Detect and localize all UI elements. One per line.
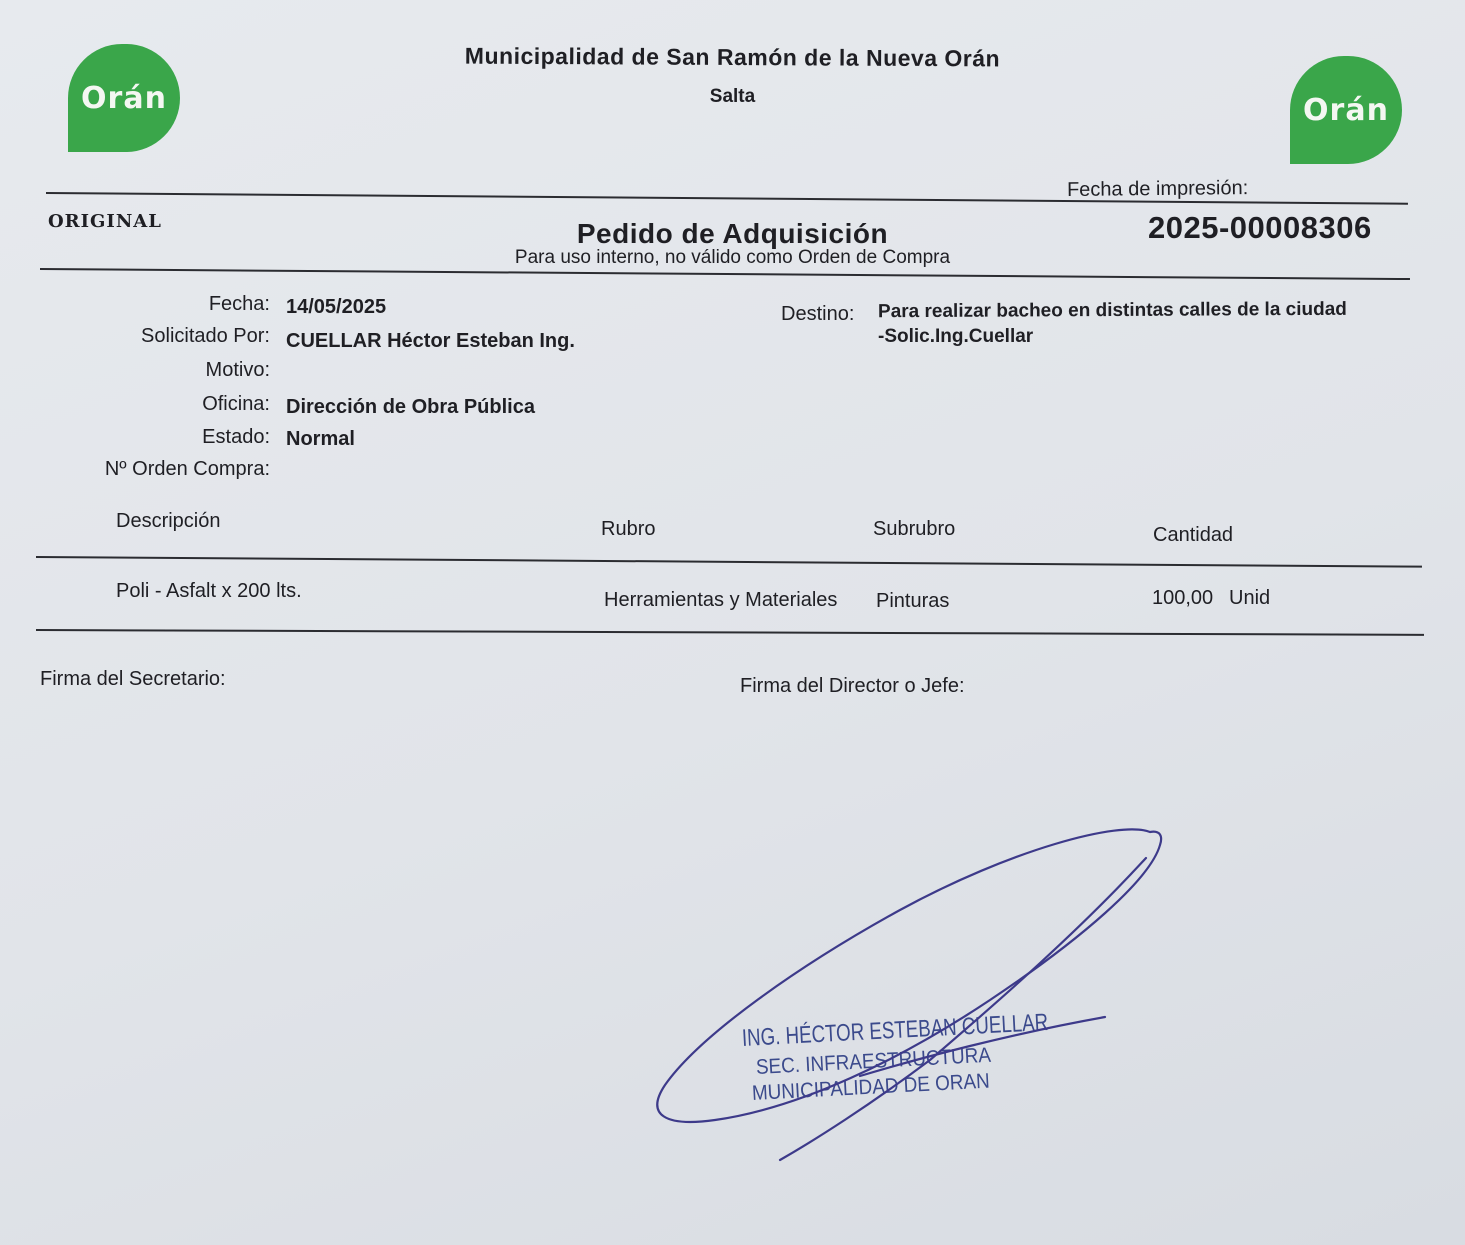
destino-label: Destino: bbox=[781, 303, 855, 325]
fecha-value: 14/05/2025 bbox=[286, 296, 387, 318]
column-header-descripcion: Descripción bbox=[116, 510, 221, 532]
solicitado-por-value: CUELLAR Héctor Esteban Ing. bbox=[286, 330, 575, 352]
cell-cantidad: 100,00 bbox=[1152, 587, 1214, 609]
fecha-label: Fecha: bbox=[208, 293, 270, 315]
stamp-position: SEC. INFRAESTRUCTURA bbox=[755, 1043, 992, 1079]
motivo-label: Motivo: bbox=[205, 359, 270, 381]
orden-compra-label: Nº Orden Compra: bbox=[104, 458, 270, 480]
estado-label: Estado: bbox=[202, 426, 270, 448]
secretario-signature-label: Firma del Secretario: bbox=[40, 668, 226, 690]
document-number: 2025-00008306 bbox=[1148, 210, 1372, 245]
destino-value-line2: -Solic.Ing.Cuellar bbox=[878, 326, 1034, 347]
solicitado-por-label: Solicitado Por: bbox=[141, 325, 270, 347]
column-header-subrubro: Subrubro bbox=[873, 518, 956, 540]
organization-province: Salta bbox=[709, 86, 756, 107]
cell-subrubro: Pinturas bbox=[876, 590, 950, 612]
print-date-label: Fecha de impresión: bbox=[1066, 177, 1249, 201]
copy-type-label: ORIGINAL bbox=[48, 211, 162, 232]
director-signature-label: Firma del Director o Jefe: bbox=[740, 675, 965, 697]
cell-descripcion: Poli - Asfalt x 200 lts. bbox=[116, 580, 302, 602]
logo-text: Orán bbox=[81, 80, 167, 116]
logo-text: Orán bbox=[1303, 92, 1389, 128]
organization-name: Municipalidad de San Ramón de la Nueva Orán bbox=[464, 42, 1001, 72]
oficina-value: Dirección de Obra Pública bbox=[286, 396, 535, 418]
document-subtitle: Para uso interno, no válido como Orden de Compra bbox=[514, 247, 951, 268]
cell-unidad: Unid bbox=[1229, 587, 1271, 609]
stamp-name: ING. HÉCTOR ESTEBAN CUELLAR bbox=[741, 1008, 1049, 1052]
destino-value-line1: Para realizar bacheo en distintas calles de la ciudad bbox=[877, 298, 1347, 323]
column-header-rubro: Rubro bbox=[601, 518, 656, 540]
cell-rubro: Herramientas y Materiales bbox=[604, 589, 838, 611]
column-header-cantidad: Cantidad bbox=[1153, 524, 1234, 546]
estado-value: Normal bbox=[286, 428, 355, 450]
stamp-organization: MUNICIPALIDAD DE ORAN bbox=[751, 1069, 991, 1105]
oficina-label: Oficina: bbox=[202, 393, 270, 415]
document-title: Pedido de Adquisición bbox=[576, 218, 889, 249]
